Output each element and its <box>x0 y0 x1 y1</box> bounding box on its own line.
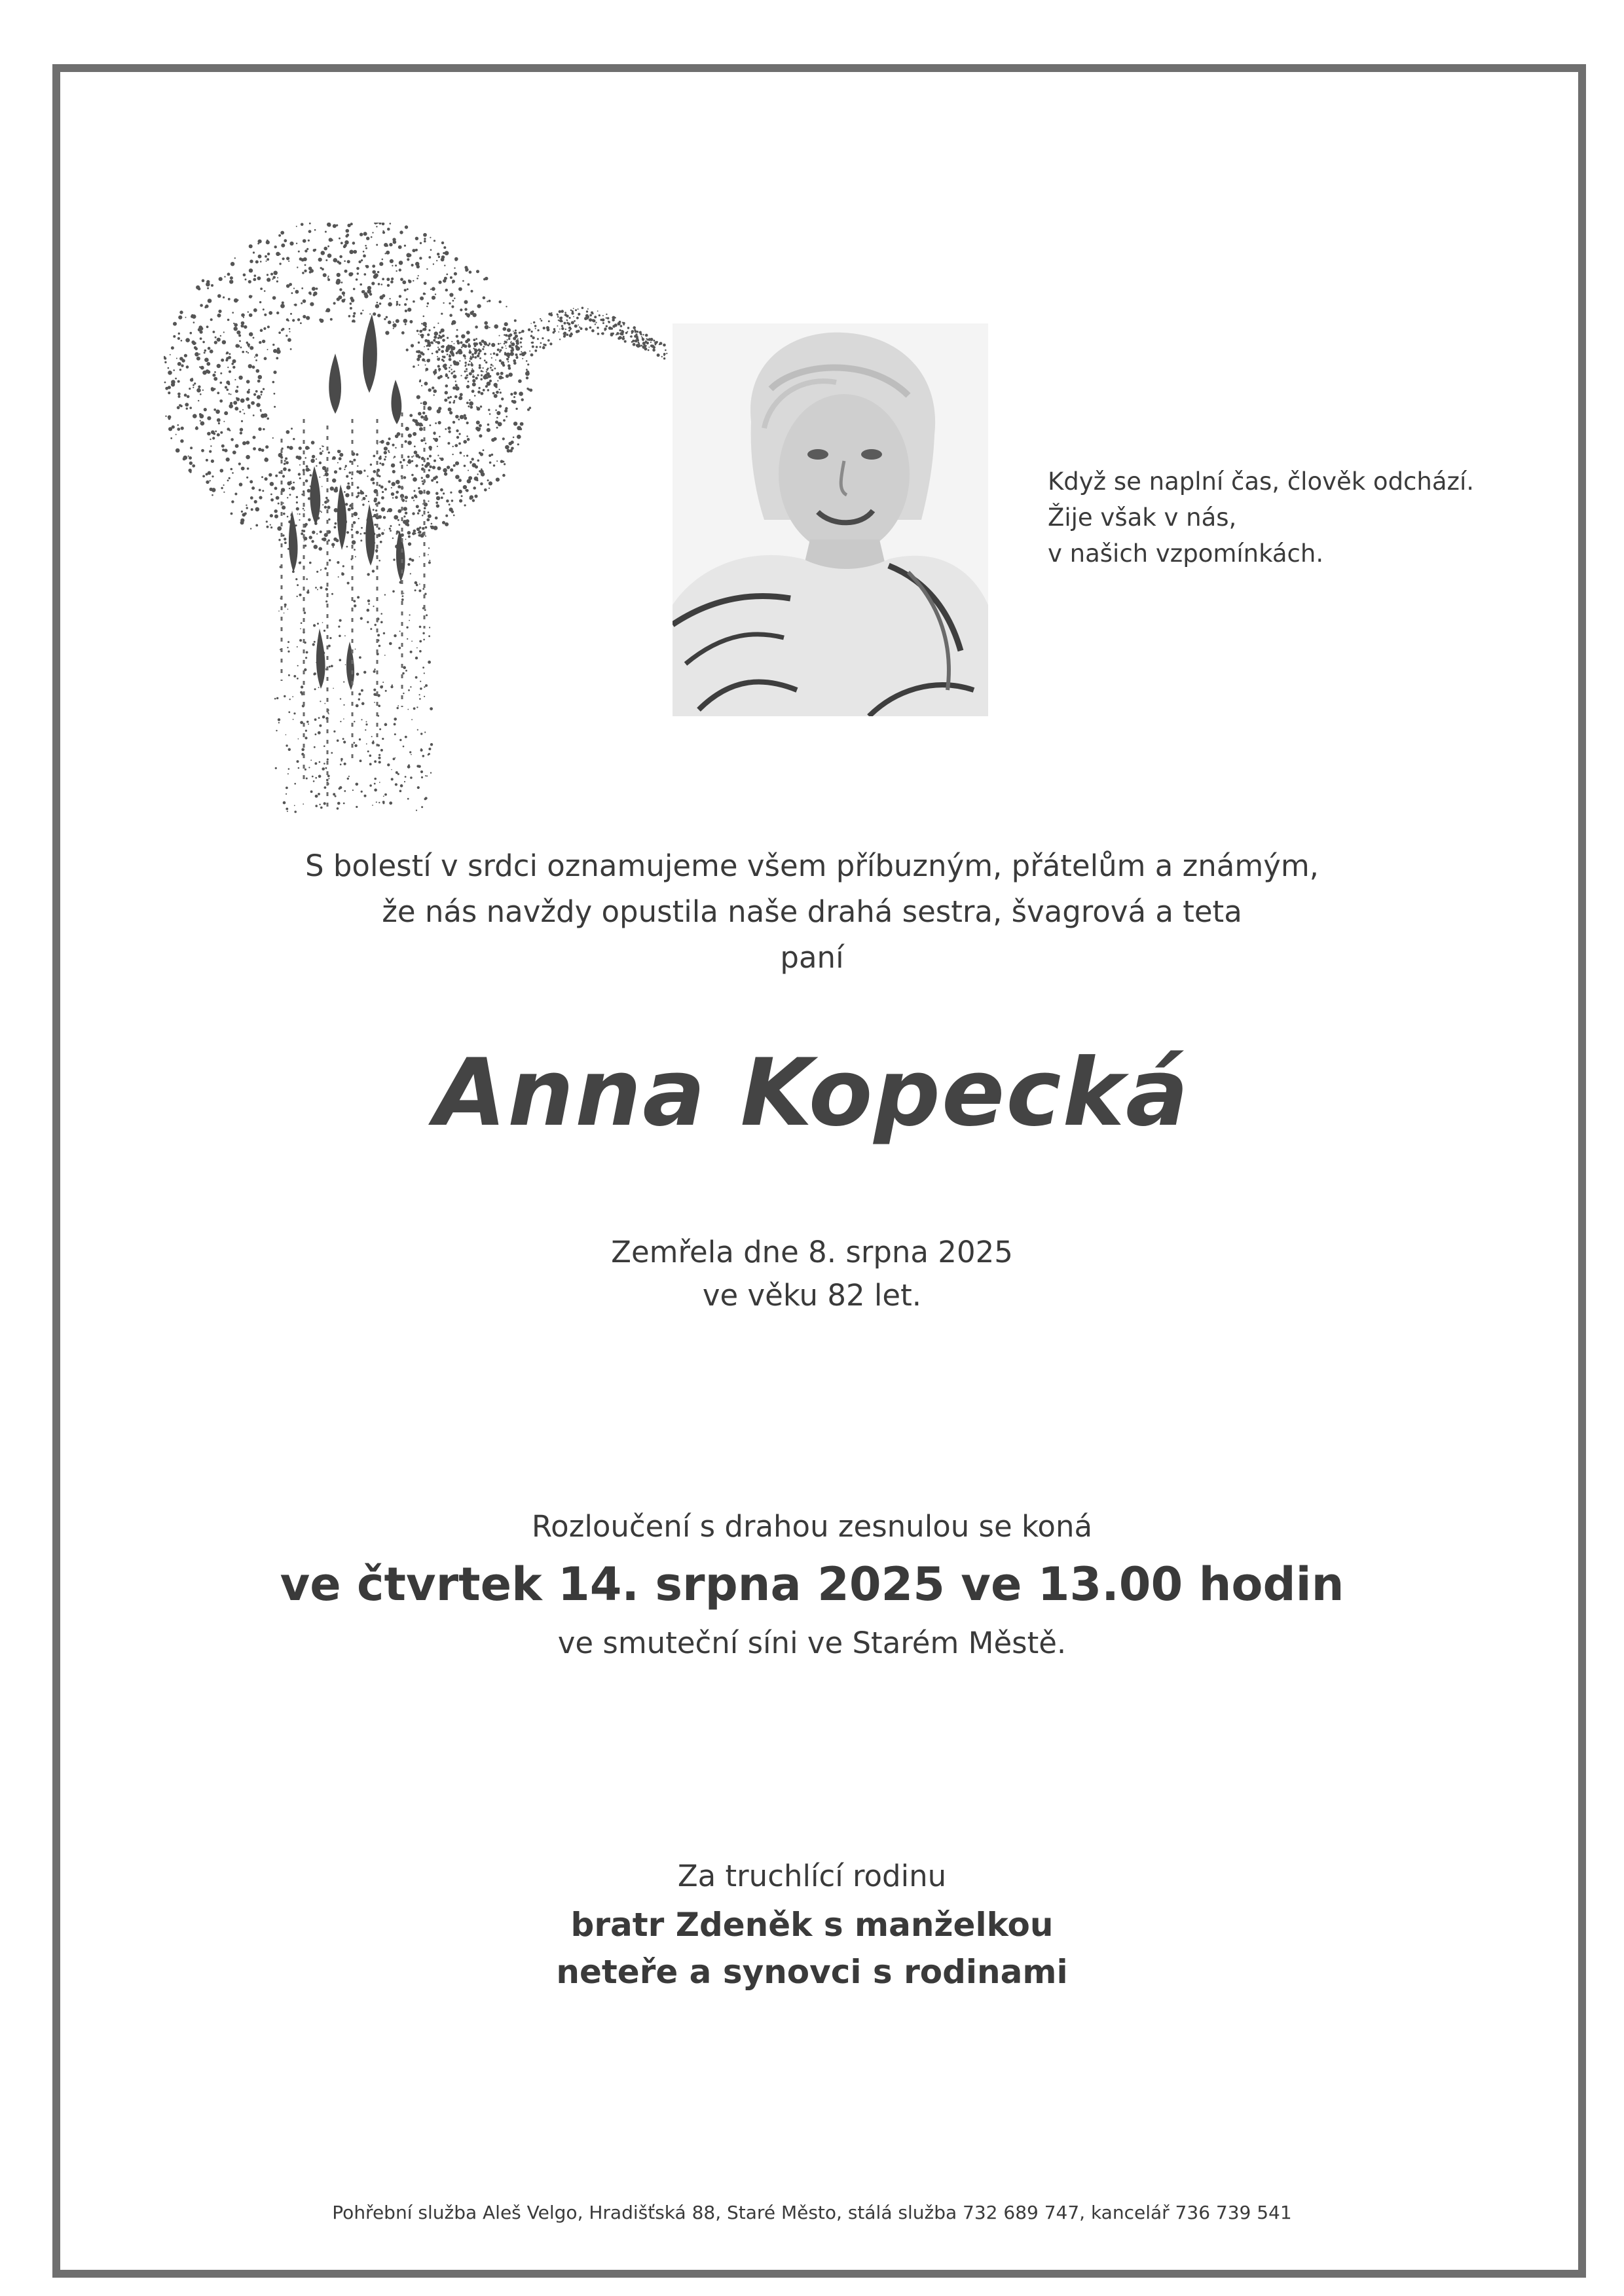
announcement-line: paní <box>780 940 844 975</box>
age: ve věku 82 let. <box>702 1278 922 1313</box>
motto-line: v našich vzpomínkách. <box>1048 539 1324 568</box>
portrait-photo <box>673 323 988 716</box>
announcement-line: S bolestí v srdci oznamujeme všem příbuzným, přátelům a známým, <box>305 848 1319 883</box>
announcement <box>0 843 1624 981</box>
motto <box>1048 464 1506 572</box>
death-date: Zemřela dne 8. srpna 2025 <box>611 1235 1013 1269</box>
farewell-place: ve smuteční síni ve Starém Městě. <box>557 1626 1067 1660</box>
mourners-list <box>0 1901 1624 1995</box>
farewell-intro: Rozloučení s drahou zesnulou se koná <box>531 1509 1093 1544</box>
mourner-line: bratr Zdeněk s manželkou <box>570 1906 1054 1944</box>
candle-ornament <box>164 223 674 825</box>
motto-line: Žije však v nás, <box>1048 503 1237 532</box>
mourner-line: neteře a synovci s rodinami <box>556 1953 1068 1991</box>
announcement-line: že nás navždy opustila naše drahá sestra, švagrová a teta <box>382 894 1242 929</box>
funeral-service-footer: Pohřební služba Aleš Velgo, Hradišťská 88, Staré Město, stálá služba 732 689 747, kancelář 736 739 541 <box>332 2202 1292 2223</box>
portrait-image <box>673 323 988 716</box>
farewell-datetime: ve čtvrtek 14. srpna 2025 ve 13.00 hodin <box>280 1558 1344 1611</box>
motto-line: Když se naplní čas, člověk odchází. <box>1048 467 1474 496</box>
deceased-name: Anna Kopecká <box>434 1039 1190 1147</box>
death-details <box>0 1231 1624 1317</box>
mourners-intro: Za truchlící rodinu <box>677 1859 947 1893</box>
